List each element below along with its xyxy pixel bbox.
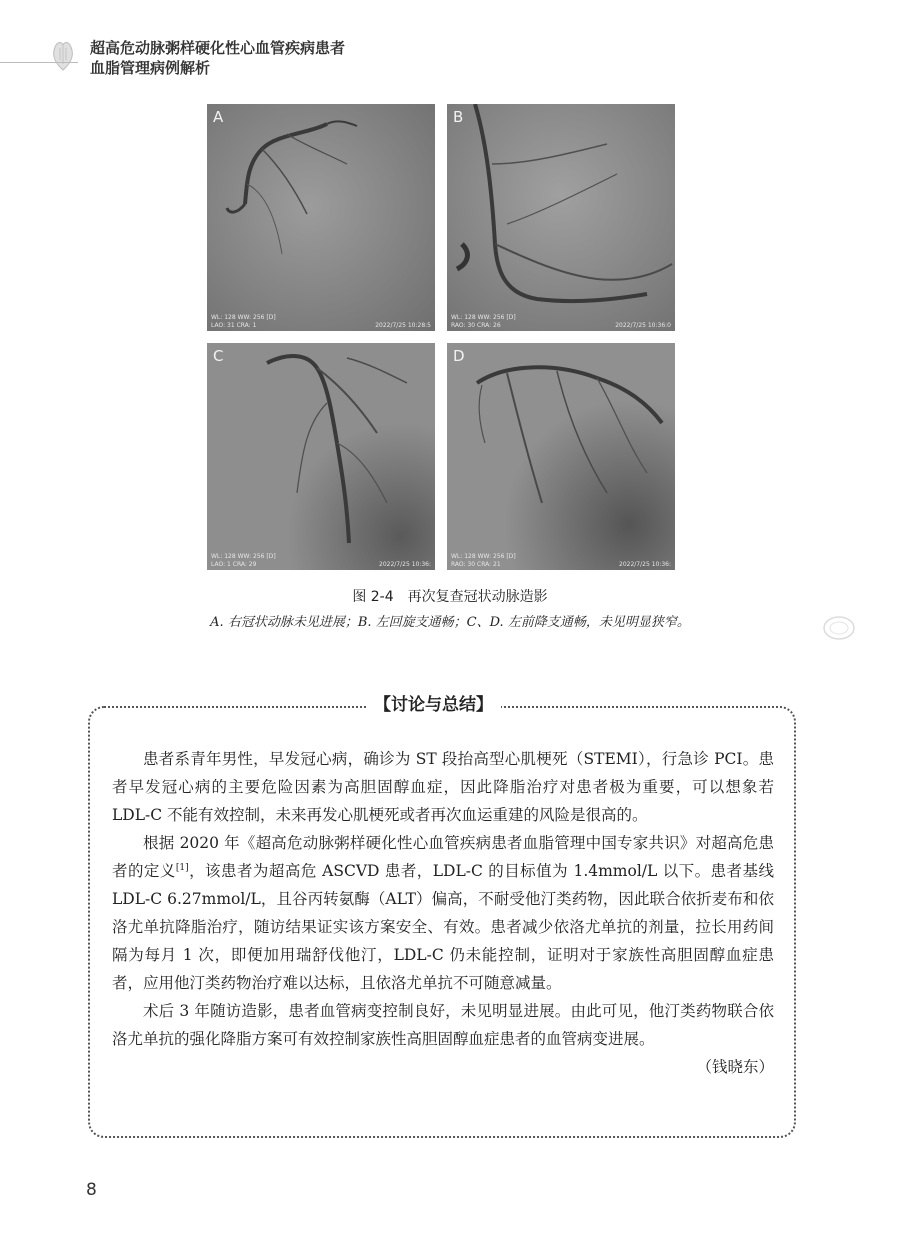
header-title <box>90 38 345 78</box>
angiography-figure <box>207 104 677 570</box>
panel-meta-window: WL: 128 WW: 256 [D] <box>451 553 516 560</box>
panel-meta-angle: RAO: 30 CRA: 26 <box>451 322 501 329</box>
author-signature: （钱晓东） <box>696 1058 774 1076</box>
panel-timestamp: 2022/7/25 10:36: <box>619 561 671 568</box>
discussion-paragraph-1: 患者系青年男性，早发冠心病，确诊为 ST 段抬高型心肌梗死（STEMI），行急诊 PCI。患者早发冠心病的主要危险因素为高胆固醇血症，因此降脂治疗对患者极为重要，可以想象若 LDL-C 不能有效控制，未来再发心肌梗死或者再次血运重建的风险是很高的。 <box>112 750 774 824</box>
panel-meta-window: WL: 128 WW: 256 [D] <box>451 314 516 321</box>
angiogram-image-a <box>207 104 435 331</box>
citation-reference: [1] <box>175 862 189 873</box>
angiogram-panel-c <box>207 343 435 570</box>
panel-meta-window: WL: 128 WW: 256 [D] <box>211 553 276 560</box>
paragraph-2-part-b: ，该患者为超高危 ASCVD 患者，LDL-C 的目标值为 1.4mmol/L 以下。患者基线 LDL-C 6.27mmol/L，且谷丙转氨酶（ALT）偏高，不耐受他汀类药物，因此联合依折麦布和依洛尤单抗降脂治疗，随访结果证实该方案安全、有效。患者减少依洛尤单抗的剂量，拉长用药间隔为每月 1 次，即便加用瑞舒伐他汀，LDL-C 仍未能控制，证明对于家族性高胆固醇血症患者，应用他汀类药物治疗难以达标，且依洛尤单抗不可随意减量。 <box>112 862 774 992</box>
panel-timestamp: 2022/7/25 10:36: <box>379 561 431 568</box>
panel-letter: A <box>213 108 224 126</box>
discussion-paragraph-3: 术后 3 年随访造影，患者血管病变控制良好，未见明显进展。由此可见，他汀类药物联合依洛尤单抗的强化降脂方案可有效控制家族性高胆固醇血症患者的血管病变进展。 <box>112 1002 774 1048</box>
angiogram-image-d <box>447 343 675 570</box>
discussion-body <box>112 745 774 1081</box>
heart-logo-icon <box>50 38 76 72</box>
panel-meta-angle: LAO: 1 CRA: 29 <box>211 561 257 568</box>
header-title-line2: 血脂管理病例解析 <box>90 59 211 77</box>
panel-letter: D <box>453 347 465 365</box>
angiogram-image-b <box>447 104 675 331</box>
page-number: 8 <box>86 1180 97 1200</box>
panel-letter: C <box>213 347 224 365</box>
running-header <box>0 30 900 90</box>
paragraph-2-part-a: 根据 2020 年《超高危动脉粥样硬化性心血管疾病患者血脂管理中国专家共识》对超高危患者的定义 <box>112 834 774 880</box>
angiogram-panel-d <box>447 343 675 570</box>
discussion-title: 【讨论与总结】 <box>366 690 501 715</box>
discussion-paragraph-2 <box>112 829 774 997</box>
figure-caption-description: A. 右冠状动脉未见进展；B. 左回旋支通畅；C、D. 左前降支通畅，未见明显狭窄。 <box>210 615 690 630</box>
angiogram-image-c <box>207 343 435 570</box>
panel-meta-window: WL: 128 WW: 256 [D] <box>211 314 276 321</box>
panel-timestamp: 2022/7/25 10:28:5 <box>375 322 431 329</box>
angiogram-panel-b <box>447 104 675 331</box>
panel-timestamp: 2022/7/25 10:36:0 <box>615 322 671 329</box>
panel-letter: B <box>453 108 464 126</box>
header-title-line1: 超高危动脉粥样硬化性心血管疾病患者 <box>90 39 346 57</box>
watermark-emblem-icon <box>822 615 856 641</box>
header-rule <box>0 62 78 63</box>
angiogram-panel-a <box>207 104 435 331</box>
figure-caption-title: 图 2-4 再次复查冠状动脉造影 <box>352 589 548 605</box>
panel-meta-angle: LAO: 31 CRA: 1 <box>211 322 257 329</box>
panel-meta-angle: RAO: 30 CRA: 21 <box>451 561 501 568</box>
